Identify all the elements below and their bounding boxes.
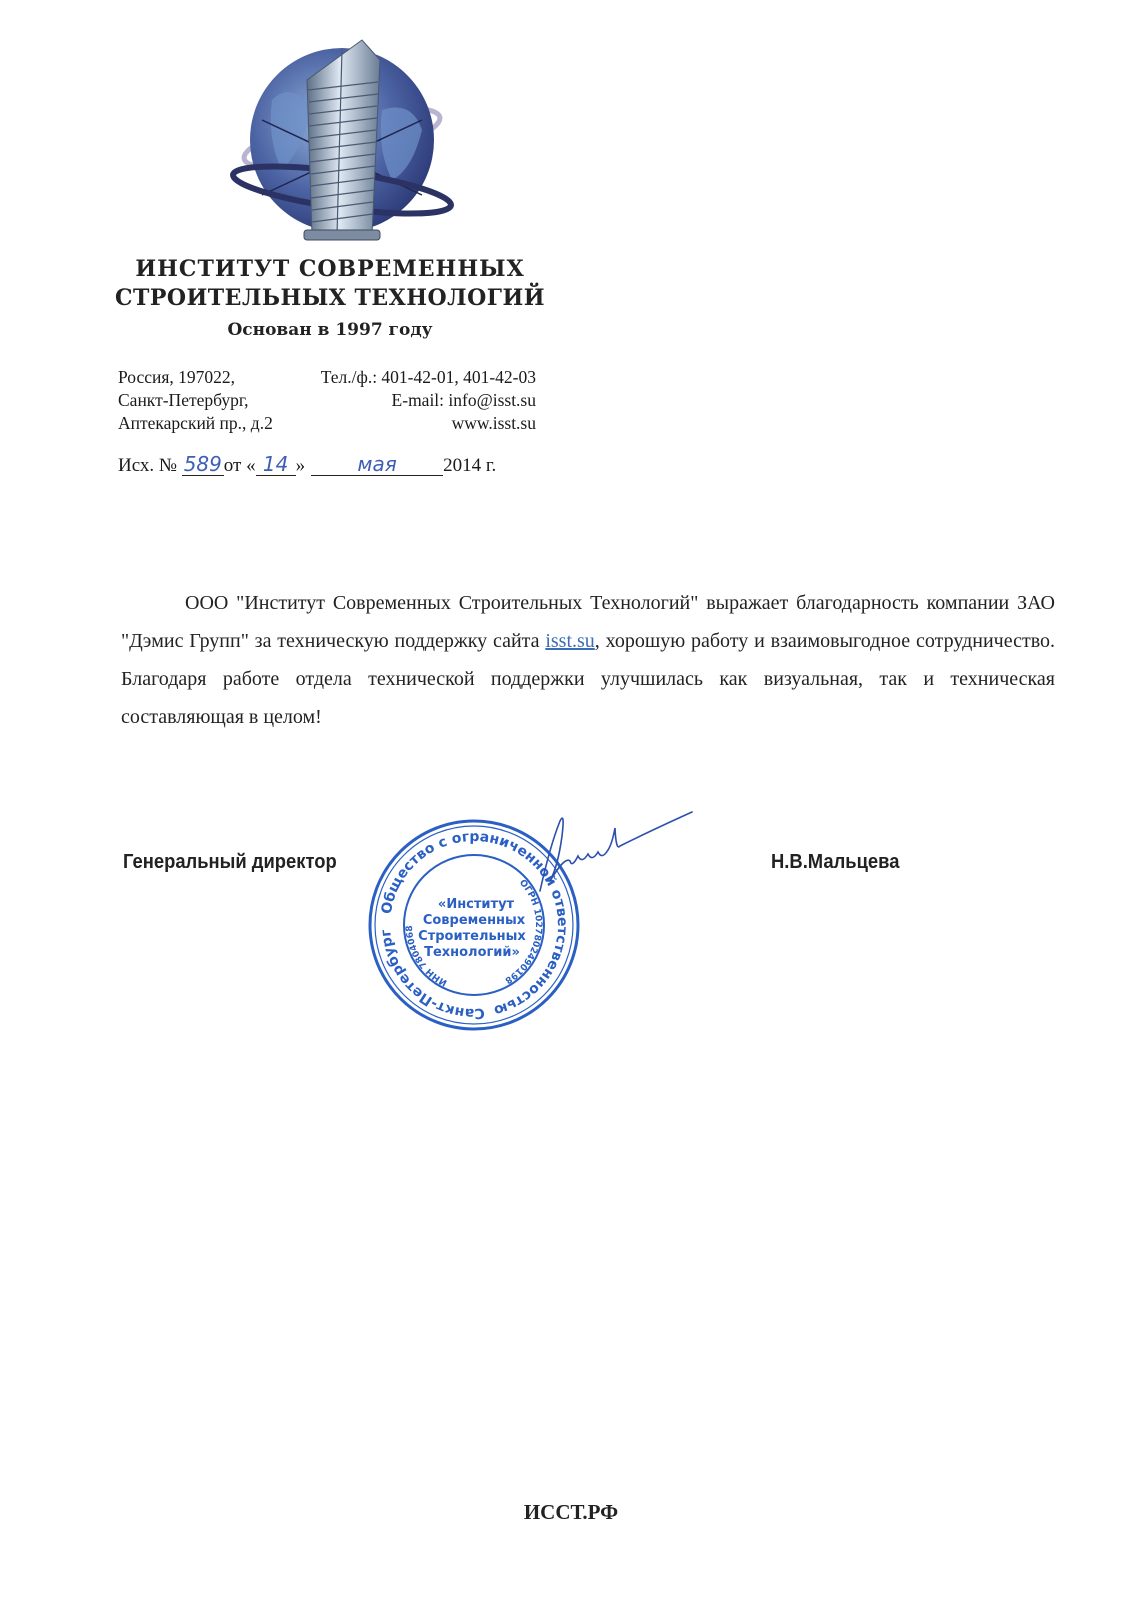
seal-outer-text: Общество с ограниченной ответственностью xyxy=(378,828,571,1019)
site-link[interactable]: isst.su xyxy=(545,630,595,652)
seal-center-4: Технологий» xyxy=(424,945,520,960)
email-text: E-mail: info@isst.su xyxy=(391,390,536,410)
signatory-name: Н.В.Мальцева xyxy=(771,851,900,873)
org-name-line2: СТРОИТЕЛЬНЫХ ТЕХНОЛОГИЙ xyxy=(114,285,546,311)
org-name-block xyxy=(110,255,550,345)
ref-close-quote: » xyxy=(295,455,306,476)
body-paragraph xyxy=(121,584,1055,736)
handwritten-signature xyxy=(520,806,700,896)
body-text-after-link: , хорошую работу и взаимовыгодное сотрудничество. Благодаря работе отдела технической поддержки улучшилась как визуальная, так и техническая составляющая в целом! xyxy=(121,630,1056,728)
seal-inn: ИНН 7804068 xyxy=(404,925,450,988)
org-logo xyxy=(212,20,472,250)
org-name-line1: ИНСТИТУТ СОВРЕМЕННЫХ xyxy=(135,256,525,282)
contacts-block xyxy=(118,366,536,435)
seal-center-1: «Институт xyxy=(437,897,515,912)
ref-year: 2014 г. xyxy=(443,455,497,476)
ref-from-label: от « xyxy=(223,455,256,476)
ref-number: 589 xyxy=(183,452,222,476)
reference-line xyxy=(118,453,536,477)
seal-city: Санкт-Петербург xyxy=(378,928,486,1022)
address-line-2: Санкт-Петербург, xyxy=(118,390,249,410)
ref-prefix: Исх. № xyxy=(118,455,178,476)
ref-day: 14 xyxy=(256,453,296,476)
website-text: www.isst.su xyxy=(451,413,536,433)
signatory-title: Генеральный директор xyxy=(123,851,337,873)
address-line-3: Аптекарский пр., д.2 xyxy=(118,413,273,433)
letter-body xyxy=(121,584,1055,736)
ref-month: мая xyxy=(311,453,443,476)
phone-text: Тел./ф.: 401-42-01, 401-42-03 xyxy=(320,367,536,387)
seal-center-3: Строительных xyxy=(418,929,526,944)
founded-text: Основан в 1997 году xyxy=(227,320,433,340)
address-line-1: Россия, 197022, xyxy=(118,367,236,387)
seal-ogrn: ОГРН 1027802490198 xyxy=(502,878,544,986)
body-text-before-link: ООО "Институт Современных Строительных Технологий" выражает благодарность компании ЗАО "Дэмис Групп" за техническую поддержку сайта xyxy=(121,592,1055,652)
footer-domain: ИССТ.РФ xyxy=(523,1500,619,1524)
seal-center-2: Современных xyxy=(422,913,526,928)
